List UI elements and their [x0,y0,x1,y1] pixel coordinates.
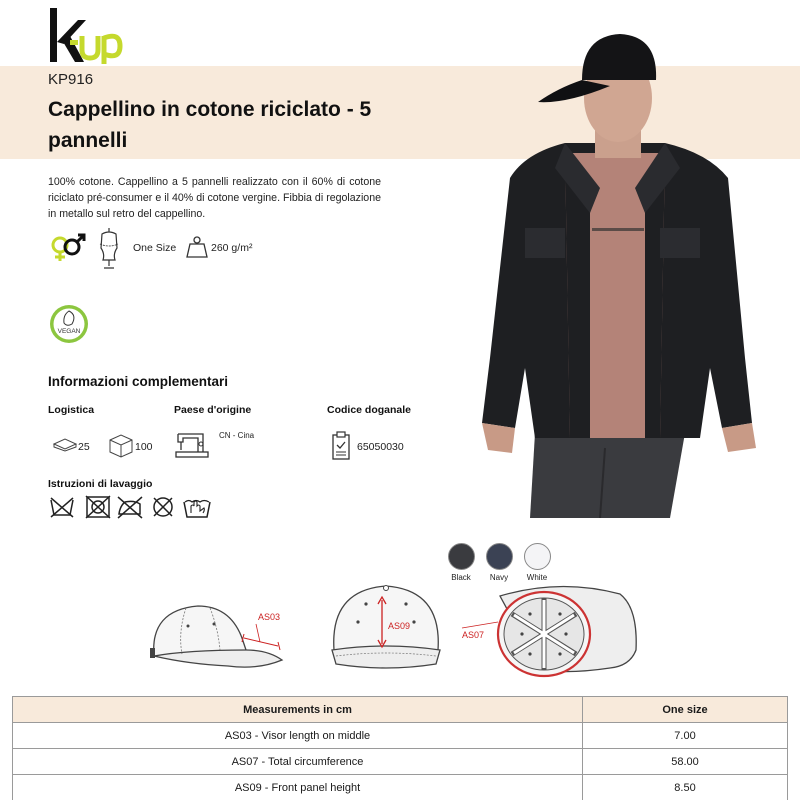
table-row [13,775,788,800]
row-label: AS03 - Visor length on middle [13,723,583,749]
label-as03: AS03 [258,612,281,622]
no-dry-clean-icon [154,498,172,516]
measurements-table [12,696,788,800]
color-swatch-navy[interactable] [486,543,513,570]
origin-title: Paese d'origine [174,404,252,416]
customs-doc-icon [331,431,351,461]
color-label-navy: Navy [489,573,509,582]
color-label-white: White [526,573,548,582]
logistics-inner: 25 [78,441,90,453]
washing-icons [48,494,218,520]
weight-icon [186,235,208,259]
vegan-badge-text: VEGAN [57,328,81,335]
vegan-badge-icon [48,303,90,345]
header-one-size: One size [583,697,788,723]
row-value: 7.00 [583,723,788,749]
unisex-icon [48,231,88,263]
customs-title: Codice doganale [327,404,412,416]
outer-box-icon [107,432,135,458]
inner-box-icon [52,436,78,452]
customs-value: 65050030 [357,441,404,453]
complementary-title: Informazioni complementari [48,374,229,389]
cap-inside-drawing [460,584,640,680]
color-swatch-black[interactable] [448,543,475,570]
color-swatch-white[interactable] [524,543,551,570]
no-wash-icon [51,498,73,517]
table-header-row [13,697,788,723]
row-value: 58.00 [583,749,788,775]
no-iron-icon [118,497,142,518]
header-measurements: Measurements in cm [13,697,583,723]
sewing-machine-icon [175,430,209,460]
table-row [13,723,788,749]
label-as07: AS07 [462,630,485,640]
origin-value: CN - Cina [219,431,255,440]
mannequin-icon [96,226,122,270]
weight-value: 260 g/m² [211,242,253,254]
color-label-black: Black [451,573,471,582]
washing-title: Istruzioni di lavaggio [48,478,153,490]
cap-side-drawing [148,598,288,678]
logistics-outer: 100 [135,441,153,453]
product-title: Cappellino in cotone riciclato - 5 pannelli [48,98,372,152]
product-ref: KP916 [48,71,94,88]
no-tumble-dry-icon [86,496,110,518]
row-value: 8.50 [583,775,788,800]
row-label: AS07 - Total circumference [13,749,583,775]
kup-logo [48,6,138,64]
table-row [13,749,788,775]
hand-wash-icon [184,501,210,518]
logistics-title: Logistica [48,404,95,416]
model-photo [470,28,770,518]
label-as09: AS09 [388,621,411,631]
row-label: AS09 - Front panel height [13,775,583,800]
product-description: 100% cotone. Cappellino a 5 pannelli realizzato con il 60% di cotone riciclato pré-consumer e il 40% di cotone vergine. Fibbia di regolazione in metallo sul retro del cappellino. [48,176,381,220]
cap-front-drawing [328,582,446,678]
size-value: One Size [133,242,177,254]
